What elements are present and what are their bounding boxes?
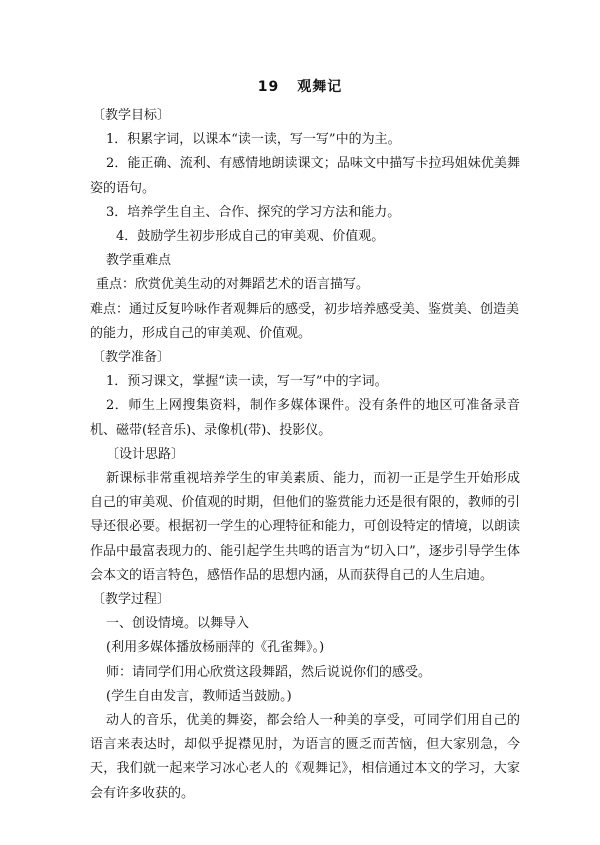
- goal-item-2: 2．能正确、流利、有感情地朗读课文；品味文中描写卡拉玛姐妹优美舞姿的语句。: [90, 156, 520, 196]
- key-point: 重点：欣赏优美生动的对舞蹈艺术的语言描写。: [96, 277, 370, 293]
- prep-heading: 〔教学准备〕: [92, 350, 171, 366]
- prep-item-2: 2．师生上网搜集资料，制作多媒体课件。没有条件的地区可准备录音机、磁带(轻音乐)、录像机(带)、投影仪。: [90, 398, 520, 438]
- design-heading: 〔设计思路〕: [106, 446, 185, 462]
- closing-text: 动人的音乐，优美的舞姿，都会给人一种美的享受，可同学们用自己的语言来表达时，却似乎捉襟见肘，为语言的匮乏而苦恼，但大家别急，今天，我们就一起来学习冰心老人的《观舞记》，相信通过本文的学习，大家会有许多收获的。: [90, 713, 520, 801]
- goal-item-4: 4．鼓励学生初步形成自己的审美观、价值观。: [116, 229, 385, 245]
- teacher-line: 师：请同学们用心欣赏这段舞蹈，然后说说你们的感受。: [106, 664, 432, 680]
- process-heading: 〔教学过程〕: [92, 592, 171, 608]
- goal-item-3: 3．培养学生自主、合作、探究的学习方法和能力。: [106, 204, 401, 220]
- lesson-number: 19: [257, 79, 280, 95]
- prep-item-1: 1．预习课文，掌握“读一读，写一写”中的字词。: [106, 374, 388, 390]
- goals-heading: 〔教学目标〕: [92, 108, 171, 123]
- page-title: [0, 76, 600, 96]
- design-text: 新课标非常重视培养学生的审美素质、能力，而初一正是学生开始形成自己的审美观、价值观的时期，但他们的鉴赏能力还是很有限的，教师的引导还很必要。根据初一学生的心理特征和能力，可创设特定的情境，以朗读作品中最富表现力的、能引起学生共鸣的语言为“切入口”，逐步引导学生体会本文的语言特色，感悟作品的思想内涵，从而获得自己的人生启迪。: [90, 471, 520, 583]
- difficult-point: 难点：通过反复吟咏作者观舞后的感受，初步培养感受美、鉴赏美、创造美的能力，形成自己的审美观、价值观。: [90, 301, 520, 341]
- step1-note: (利用多媒体播放杨丽萍的《孔雀舞》。): [106, 640, 325, 656]
- document-body: [90, 104, 520, 806]
- goal-item-1: 1．积累字词，以课本“读一读，写一写”中的为主。: [106, 132, 401, 148]
- difficulty-heading: 教学重难点: [106, 253, 172, 269]
- student-note: (学生自由发言，教师适当鼓励。): [106, 688, 292, 704]
- lesson-title: 观舞记: [297, 79, 343, 95]
- step1-heading: 一、创设情境。以舞导入: [106, 616, 250, 632]
